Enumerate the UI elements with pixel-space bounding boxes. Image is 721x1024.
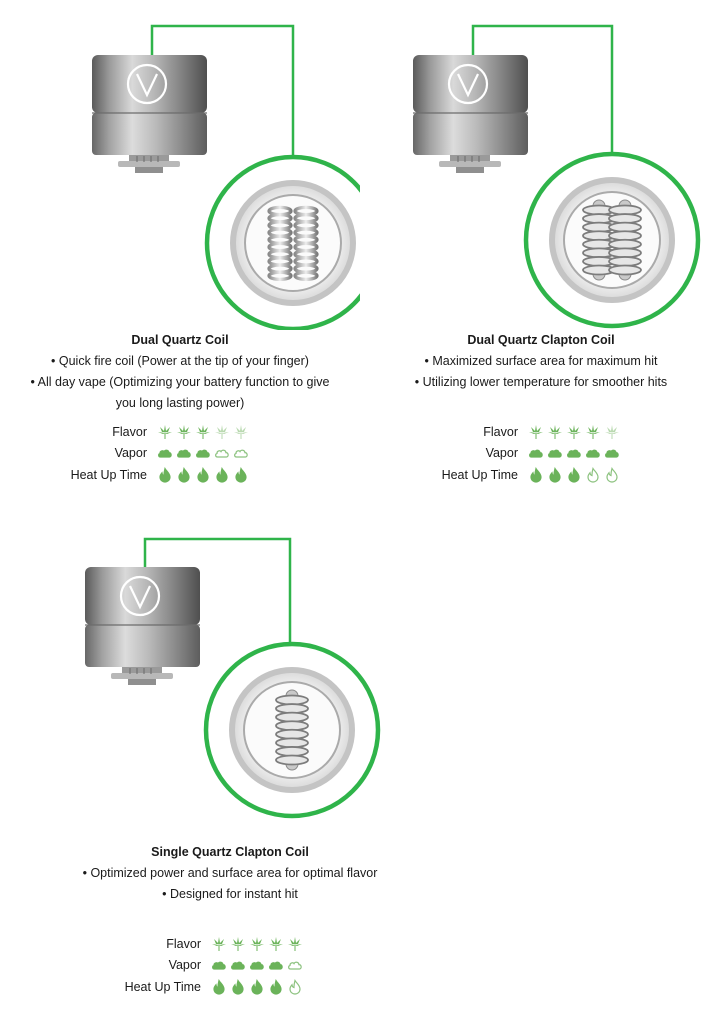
- rating-row-vapor: [50, 955, 410, 975]
- flame-icon: [157, 467, 173, 483]
- cloud-icon: [604, 445, 620, 461]
- flame-icon: [528, 467, 544, 483]
- feature-item: • Optimized power and surface area for optimal flavor: [82, 866, 378, 880]
- feature-item: • Designed for instant hit: [162, 887, 298, 901]
- coil-closeup: [206, 644, 378, 816]
- rating-row-vapor: [0, 443, 360, 463]
- rating-label: Heat Up Time: [124, 980, 201, 994]
- rating-table: [361, 420, 721, 490]
- rating-table: [50, 932, 410, 1002]
- rating-label: Vapor: [168, 958, 201, 972]
- flame-icon: [230, 979, 246, 995]
- product-info: [50, 842, 410, 905]
- leaf-icon: [211, 936, 227, 952]
- rating-icons: [157, 445, 249, 461]
- rating-icons: [211, 979, 303, 995]
- feature-item: • Maximized surface area for maximum hit: [424, 354, 658, 368]
- leaf-icon: [176, 424, 192, 440]
- atomizer-body: [85, 567, 200, 685]
- rating-row-heat-up-time: [50, 977, 410, 997]
- flame-icon: [176, 467, 192, 483]
- cloud-icon: [566, 445, 582, 461]
- flame-icon: [566, 467, 582, 483]
- leaf-icon: [604, 424, 620, 440]
- coil-illustration: [0, 0, 360, 330]
- cloud-icon: [176, 445, 192, 461]
- flame-icon: [214, 467, 230, 483]
- flame-icon: [604, 467, 620, 483]
- flame-icon: [268, 979, 284, 995]
- feature-item: • Utilizing lower temperature for smoother hits: [414, 375, 668, 389]
- product-title: Single Quartz Clapton Coil: [151, 845, 309, 859]
- leaf-icon: [268, 936, 284, 952]
- leaf-icon: [157, 424, 173, 440]
- product-title: Dual Quartz Coil: [131, 333, 229, 347]
- product-title: Dual Quartz Clapton Coil: [467, 333, 615, 347]
- cloud-icon: [214, 445, 230, 461]
- rating-icons: [528, 445, 620, 461]
- leaf-icon: [585, 424, 601, 440]
- cloud-icon: [528, 445, 544, 461]
- leaf-icon: [528, 424, 544, 440]
- coil-illustration: [50, 512, 410, 842]
- flame-icon: [195, 467, 211, 483]
- rating-icons: [211, 957, 303, 973]
- flame-icon: [211, 979, 227, 995]
- rating-label: Flavor: [483, 425, 518, 439]
- coil-closeup: [526, 154, 698, 326]
- atomizer-body: [413, 55, 528, 173]
- atomizer-body: [92, 55, 207, 173]
- flame-icon: [287, 979, 303, 995]
- feature-item: • All day vape (Optimizing your battery function to give you long lasting power): [30, 375, 330, 410]
- product-info: [10, 330, 350, 414]
- rating-table: [0, 420, 360, 490]
- rating-row-flavor: [0, 422, 360, 442]
- cloud-icon: [585, 445, 601, 461]
- leaf-icon: [233, 424, 249, 440]
- cloud-icon: [249, 957, 265, 973]
- leaf-icon: [566, 424, 582, 440]
- feature-item: • Quick fire coil (Power at the tip of your finger): [51, 354, 309, 368]
- rating-icons: [211, 936, 303, 952]
- product-dual-quartz-coil: [0, 0, 360, 500]
- rating-label: Vapor: [114, 446, 147, 460]
- rating-row-flavor: [361, 422, 721, 442]
- rating-icons: [528, 467, 620, 483]
- product-single-quartz-clapton-coil: [50, 512, 410, 1012]
- cloud-icon: [211, 957, 227, 973]
- flame-icon: [249, 979, 265, 995]
- product-info: [361, 330, 721, 393]
- rating-icons: [157, 467, 249, 483]
- coil-illustration: [361, 0, 721, 330]
- leaf-icon: [287, 936, 303, 952]
- cloud-icon: [157, 445, 173, 461]
- rating-label: Heat Up Time: [70, 468, 147, 482]
- leaf-icon: [547, 424, 563, 440]
- flame-icon: [585, 467, 601, 483]
- flame-icon: [233, 467, 249, 483]
- rating-label: Flavor: [112, 425, 147, 439]
- coil-closeup: [207, 157, 360, 329]
- product-dual-quartz-clapton-coil: [361, 0, 721, 500]
- flame-icon: [547, 467, 563, 483]
- rating-row-heat-up-time: [0, 465, 360, 485]
- leaf-icon: [230, 936, 246, 952]
- rating-label: Flavor: [166, 937, 201, 951]
- rating-icons: [528, 424, 620, 440]
- cloud-icon: [230, 957, 246, 973]
- rating-icons: [157, 424, 249, 440]
- leaf-icon: [214, 424, 230, 440]
- leaf-icon: [195, 424, 211, 440]
- rating-row-flavor: [50, 934, 410, 954]
- cloud-icon: [195, 445, 211, 461]
- cloud-icon: [287, 957, 303, 973]
- cloud-icon: [268, 957, 284, 973]
- rating-label: Vapor: [485, 446, 518, 460]
- cloud-icon: [547, 445, 563, 461]
- rating-row-heat-up-time: [361, 465, 721, 485]
- rating-row-vapor: [361, 443, 721, 463]
- rating-label: Heat Up Time: [441, 468, 518, 482]
- leaf-icon: [249, 936, 265, 952]
- cloud-icon: [233, 445, 249, 461]
